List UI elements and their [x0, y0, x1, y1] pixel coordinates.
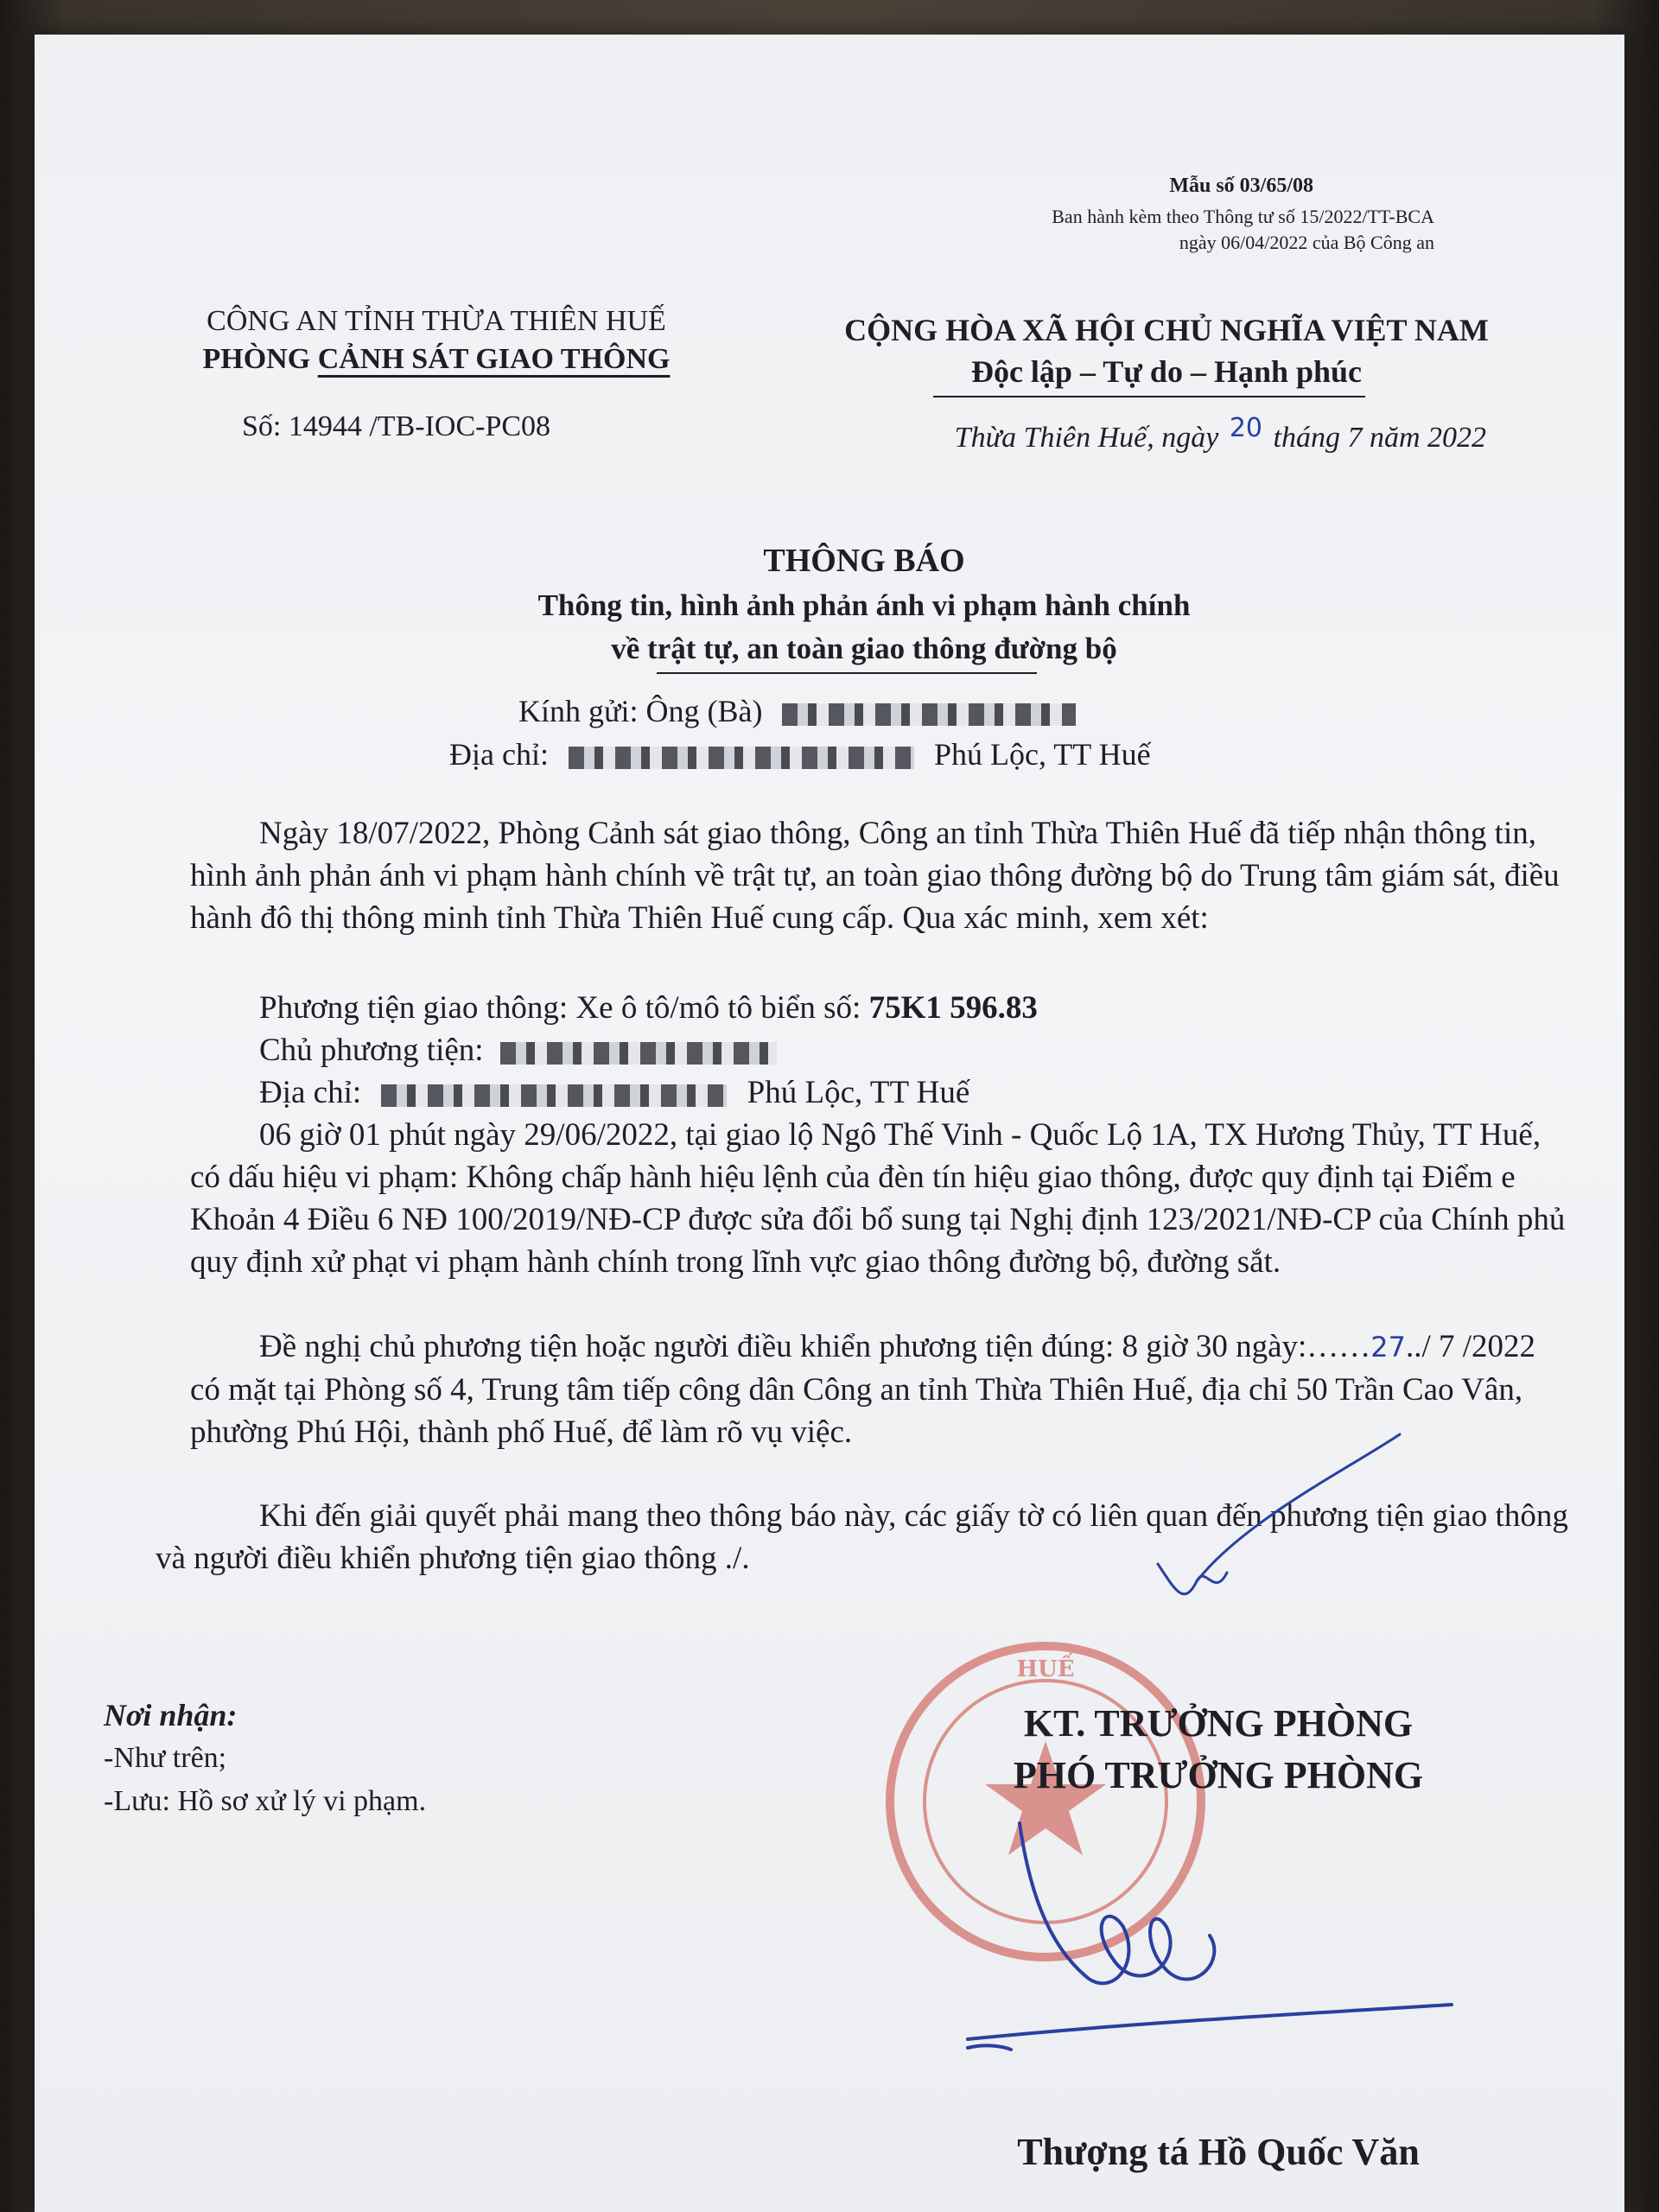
signature-title-2: PHÓ TRƯỞNG PHÒNG	[1013, 1754, 1424, 1796]
addressee-address-tail: Phú Lộc, TT Huế	[933, 737, 1151, 772]
request-text-a: Đề nghị chủ phương tiện hoặc người điều khiển phương tiện đúng: 8 giờ 30 ngày:……	[259, 1329, 1371, 1364]
form-number: Mẫu số 03/65/08	[1169, 175, 1313, 197]
document-number: Số: 14944 /TB-IOC-PC08	[242, 410, 551, 442]
signer-name: Thượng tá Hồ Quốc Văn	[1017, 2131, 1420, 2173]
official-seal	[890, 1646, 1201, 1957]
addressee-label: Kính gửi: Ông (Bà)	[518, 694, 763, 728]
paragraph-violation: 06 giờ 01 phút ngày 29/06/2022, tại giao lộ Ngô Thế Vinh - Quốc Lộ 1A, TX Hương Thủy, TT Huế, có dấu hiệu vi phạm: Không chấp hành hiệu lệnh của đèn tín hiệu giao thông, được quy định tại Điểm e Khoản 4 Điều 6 NĐ 100/2019/NĐ-CP được sửa đổi bổ sung tại Nghị định 123/2021/NĐ-CP của Chính phủ quy định xử phạt vi phạm hành chính trong lĩnh vực giao thông đường bộ, đường sắt.	[190, 1117, 1566, 1280]
handwritten-signature	[968, 1823, 1452, 2050]
document-page	[35, 35, 1624, 2212]
agency-parent: CÔNG AN TỈNH THỪA THIÊN HUẾ	[207, 305, 666, 337]
nation-name: CỘNG HÒA XÃ HỘI CHỦ NGHĨA VIỆT NAM	[844, 313, 1489, 347]
paragraph-intro: Ngày 18/07/2022, Phòng Cảnh sát giao thông, Công an tỉnh Thừa Thiên Huế đã tiếp nhận thông tin, hình ảnh phản ánh vi phạm hành chính về trật tự, an toàn giao thông đường bộ do Trung tâm giám sát, điều hành đô thị thông minh tỉnh Thừa Thiên Huế cung cấp. Qua xác minh, xem xét:	[190, 816, 1560, 936]
owner-address-tail: Phú Lộc, TT Huế	[747, 1075, 970, 1110]
agency-dept-name: CẢNH SÁT GIAO THÔNG	[317, 343, 671, 375]
signature-title-1: KT. TRƯỞNG PHÒNG	[1023, 1702, 1414, 1745]
signature-title	[950, 1698, 1486, 1802]
title-main: THÔNG BÁO	[763, 543, 965, 579]
form-issuance-line-1: Ban hành kèm theo Thông tư số 15/2022/TT-BCA	[1052, 206, 1434, 227]
dateline-day-handwritten: 20	[1229, 413, 1262, 443]
owner-label: Chủ phương tiện:	[259, 1033, 484, 1068]
license-plate: 75K1 596.83	[868, 990, 1038, 1026]
seal-and-signature-layer	[35, 35, 1624, 2212]
nation-motto: Độc lập – Tự do – Hạnh phúc	[970, 354, 1363, 389]
addressee-address-label: Địa chỉ:	[449, 737, 549, 772]
seal-text: HUẾ	[1016, 1656, 1075, 1682]
recipient-item-2: -Lưu: Hồ sơ xử lý vi phạm.	[104, 1785, 427, 1817]
vehicle-label: Phương tiện giao thông: Xe ô tô/mô tô biển số:	[259, 990, 861, 1026]
dateline-suffix: tháng 7 năm 2022	[1273, 422, 1486, 454]
request-day-handwritten: 27	[1370, 1331, 1406, 1363]
recipient-item-1: -Như trên;	[104, 1742, 227, 1774]
form-issuance-line-2: ngày 06/04/2022 của Bộ Công an	[1179, 232, 1434, 253]
title-sub-2: về trật tự, an toàn giao thông đường bộ	[611, 632, 1117, 665]
recipients-heading: Nơi nhận:	[104, 1698, 238, 1732]
owner-address-label: Địa chỉ:	[259, 1075, 362, 1110]
dateline-prefix: Thừa Thiên Huế, ngày	[954, 422, 1219, 454]
initials-mark	[1158, 1434, 1400, 1594]
title-sub-1: Thông tin, hình ảnh phản ánh vi phạm hành chính	[537, 588, 1191, 622]
paragraph-closing: Khi đến giải quyết phải mang theo thông báo này, các giấy tờ có liên quan đến phương tiện giao thông và người điều khiển phương tiện giao thông ./.	[156, 1498, 1568, 1576]
request-text-b: ../ 7 /2022 có mặt tại Phòng số 4, Trung tâm tiếp công dân Công an tỉnh Thừa Thiên Huế, địa chỉ 50 Trần Cao Vân, phường Phú Hội, thành phố Huế, để làm rõ vụ việc.	[190, 1329, 1536, 1450]
agency-dept-prefix: PHÒNG	[202, 343, 318, 375]
